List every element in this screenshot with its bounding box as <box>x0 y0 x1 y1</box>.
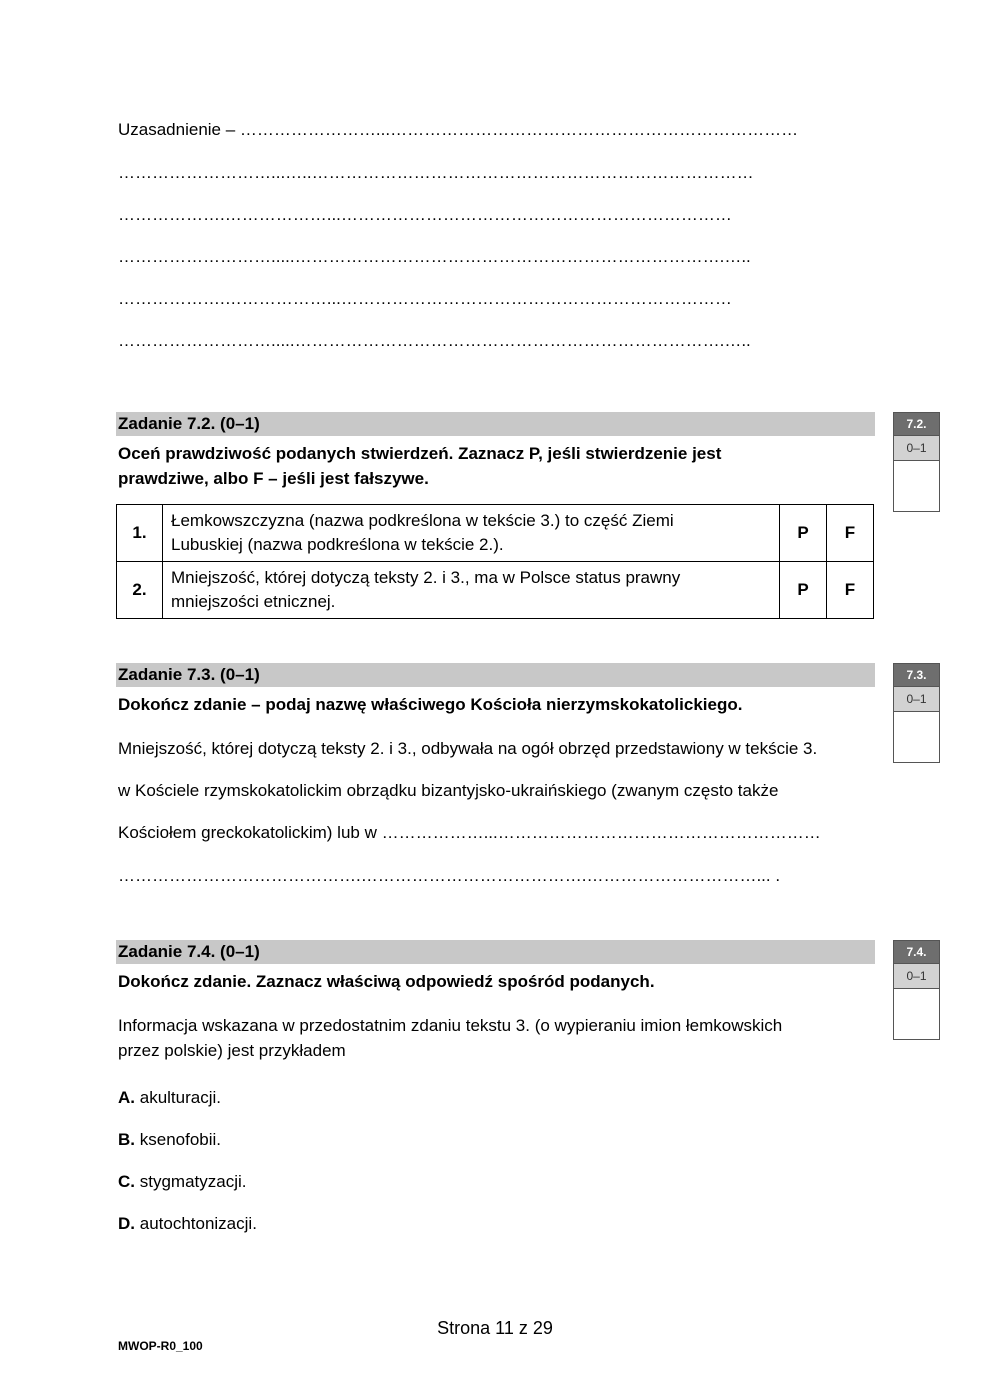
answer-option-c[interactable] <box>118 1172 246 1192</box>
statement-line: Lubuskiej (nazwa podkreślona w tekście 2.). <box>171 535 504 554</box>
answer-option-b[interactable] <box>118 1130 221 1150</box>
task-7-4-instruction: Dokończ zdanie. Zaznacz właściwą odpowiedź spośród podanych. <box>118 972 655 991</box>
justification-label: Uzasadnienie – <box>118 120 240 139</box>
task-7-4-text-line-2: przez polskie) jest przykładem <box>118 1041 346 1060</box>
option-letter: C. <box>118 1172 135 1191</box>
task-7-3-instruction: Dokończ zdanie – podaj nazwę właściwego Kościoła nierzymskokatolickiego. <box>118 695 743 714</box>
answer-option-a[interactable] <box>118 1088 221 1108</box>
score-box-entry[interactable] <box>894 460 939 511</box>
true-false-table <box>116 504 874 619</box>
score-box-entry[interactable] <box>894 988 939 1039</box>
score-box-id: 7.3. <box>894 664 939 686</box>
score-box-id: 7.2. <box>894 413 939 435</box>
option-p-cell[interactable]: P <box>780 505 827 562</box>
answer-option-d[interactable] <box>118 1214 257 1234</box>
task-7-4-header-bar <box>116 940 875 964</box>
option-p-cell[interactable]: P <box>780 562 827 619</box>
score-box-7-4 <box>893 940 940 1040</box>
task-7-2-instruction-line-1: Oceń prawdziwość podanych stwierdzeń. Zaznacz P, jeśli stwierdzenie jest <box>118 444 722 463</box>
option-text: stygmatyzacji. <box>139 1172 247 1191</box>
task-7-4-text-line-1: Informacja wskazana w przedostatnim zdaniu tekstu 3. (o wypieraniu imion łemkowskich <box>118 1016 783 1035</box>
answer-line[interactable]: ……………….………………...…………………………………………………………… <box>118 205 732 224</box>
score-box-range: 0–1 <box>894 686 939 711</box>
statement-line: mniejszości etnicznej. <box>171 592 336 611</box>
option-text: akulturacji. <box>139 1088 221 1107</box>
justification-line-1[interactable] <box>118 120 870 140</box>
statement-line: Łemkowszczyzna (nazwa podkreślona w tekście 3.) to część Ziemi <box>171 511 674 530</box>
option-letter: D. <box>118 1214 135 1233</box>
task-7-3-title: Zadanie 7.3. (0–1) <box>118 665 260 684</box>
table-row <box>117 562 874 619</box>
row-number: 2. <box>117 562 163 619</box>
answer-line[interactable]: ……………….………………...…………………………………………………………… <box>118 289 732 308</box>
score-box-range: 0–1 <box>894 963 939 988</box>
option-text: ksenofobii. <box>139 1130 222 1149</box>
task-7-4-title: Zadanie 7.4. (0–1) <box>118 942 260 961</box>
score-box-entry[interactable] <box>894 711 939 762</box>
document-code: MWOP-R0_100 <box>118 1339 203 1353</box>
score-box-range: 0–1 <box>894 435 939 460</box>
table-row <box>117 505 874 562</box>
task-7-2-instruction-line-2: prawdziwe, albo F – jeśli jest fałszywe. <box>118 469 429 488</box>
option-text: autochtonizacji. <box>139 1214 257 1233</box>
task-7-3-header-bar <box>116 663 875 687</box>
answer-dots: ……………………...……………………………………………………………… <box>239 120 799 139</box>
task-7-3-answer-line-1[interactable]: Kościołem greckokatolickim) lub w ………………...………………………………………………… <box>118 823 821 842</box>
option-letter: A. <box>118 1088 135 1107</box>
score-box-7-3 <box>893 663 940 763</box>
answer-line[interactable]: ……………………….....………………………………………………………………….….. <box>118 247 751 266</box>
option-f-cell[interactable]: F <box>827 562 874 619</box>
task-7-3-answer-line-2[interactable]: …………………………………….………………………………….…………………………... . <box>118 866 781 885</box>
row-number: 1. <box>117 505 163 562</box>
task-7-3-text-line-2: w Kościele rzymskokatolickim obrządku bizantyjsko-ukraińskiego (zwanym często także <box>118 781 779 800</box>
answer-line[interactable]: ………………………...…..…………………………………………………………………… <box>118 163 754 182</box>
score-box-7-2 <box>893 412 940 512</box>
task-7-2-title: Zadanie 7.2. (0–1) <box>118 414 260 433</box>
task-7-2-header-bar <box>116 412 875 436</box>
answer-line[interactable]: ……………………….....………………………………………………………………….….. <box>118 331 751 350</box>
statement-cell <box>163 562 780 619</box>
option-letter: B. <box>118 1130 135 1149</box>
option-f-cell[interactable]: F <box>827 505 874 562</box>
statement-line: Mniejszość, której dotyczą teksty 2. i 3., ma w Polsce status prawny <box>171 568 681 587</box>
task-7-3-text-line-1: Mniejszość, której dotyczą teksty 2. i 3., odbywała na ogół obrzęd przedstawiony w tekście 3. <box>118 739 818 758</box>
statement-cell <box>163 505 780 562</box>
score-box-id: 7.4. <box>894 941 939 963</box>
page-number: Strona 11 z 29 <box>437 1318 553 1338</box>
